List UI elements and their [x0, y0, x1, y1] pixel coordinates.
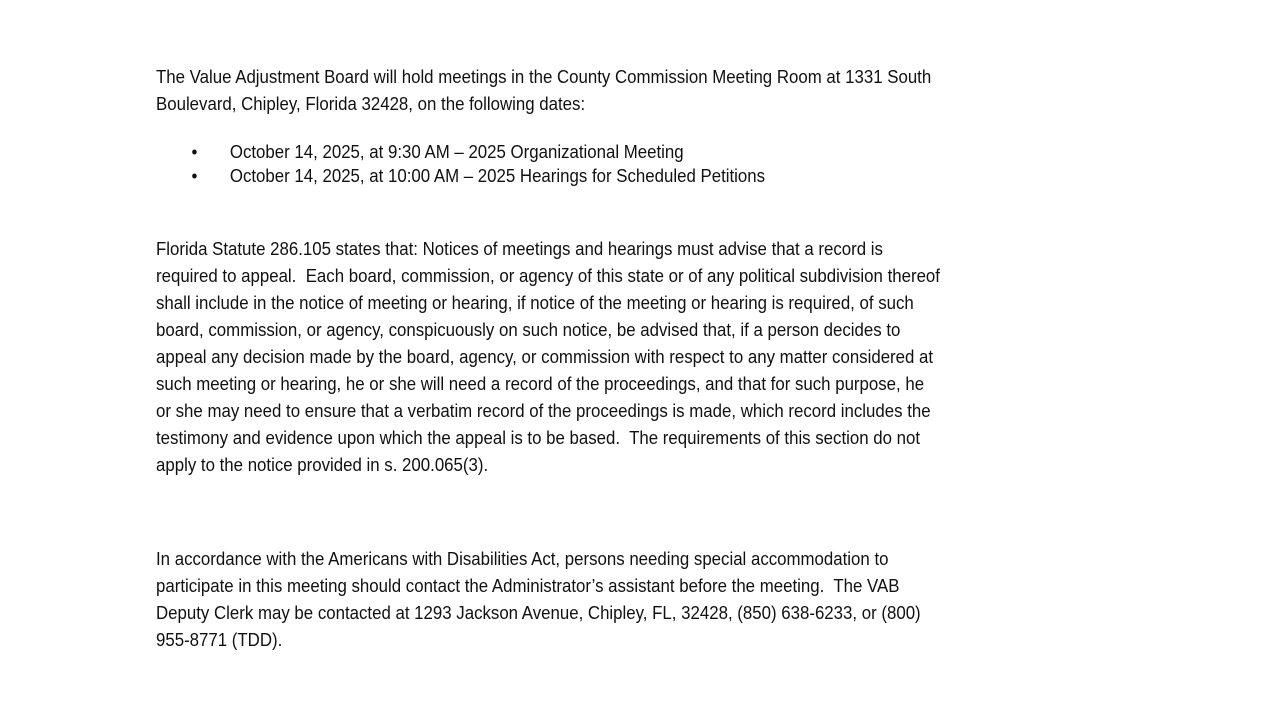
- text-line: The Value Adjustment Board will hold meetings in the County Commission Meeting Room at 1331 South: [156, 67, 932, 87]
- text-line: appeal any decision made by the board, agency, or commission with respect to any matter considered at: [156, 347, 934, 367]
- statute-paragraph: [156, 236, 940, 479]
- text-line: In accordance with the Americans with Disabilities Act, persons needing special accommodation to: [156, 549, 889, 569]
- text-line: testimony and evidence upon which the appeal is to be based. The requirements of this section do not: [156, 428, 921, 448]
- text-line: 955-8771 (TDD).: [156, 630, 283, 650]
- text-line: Boulevard, Chipley, Florida 32428, on the following dates:: [156, 94, 586, 114]
- list-item: [156, 164, 766, 188]
- text-line: such meeting or hearing, he or she will need a record of the proceedings, and that for such purpose, he: [156, 374, 925, 394]
- meeting-text: October 14, 2025, at 9:30 AM – 2025 Organizational Meeting: [229, 142, 684, 162]
- bullet-icon: •: [191, 142, 198, 162]
- text-line: Florida Statute 286.105 states that: Notices of meetings and hearings must advise that a record is: [156, 239, 883, 259]
- text-line: or she may need to ensure that a verbatim record of the proceedings is made, which record includes the: [156, 401, 931, 421]
- text-line: required to appeal. Each board, commission, or agency of this state or of any political subdivision thereof: [156, 266, 940, 286]
- meeting-list: [156, 140, 766, 188]
- text-line: shall include in the notice of meeting or hearing, if notice of the meeting or hearing is required, of such: [156, 293, 914, 313]
- meeting-text: October 14, 2025, at 10:00 AM – 2025 Hearings for Scheduled Petitions: [229, 166, 766, 186]
- text-line: participate in this meeting should contact the Administrator’s assistant before the meeting. The VAB: [156, 576, 900, 596]
- bullet-icon: •: [191, 166, 198, 186]
- ada-paragraph: [156, 546, 921, 654]
- text-line: board, commission, or agency, conspicuously on such notice, be advised that, if a person decides to: [156, 320, 901, 340]
- text-line: apply to the notice provided in s. 200.065(3).: [156, 455, 489, 475]
- intro-paragraph: [156, 64, 931, 118]
- list-item: [156, 140, 684, 164]
- text-line: Deputy Clerk may be contacted at 1293 Jackson Avenue, Chipley, FL, 32428, (850) 638-6233, or (800): [156, 603, 921, 623]
